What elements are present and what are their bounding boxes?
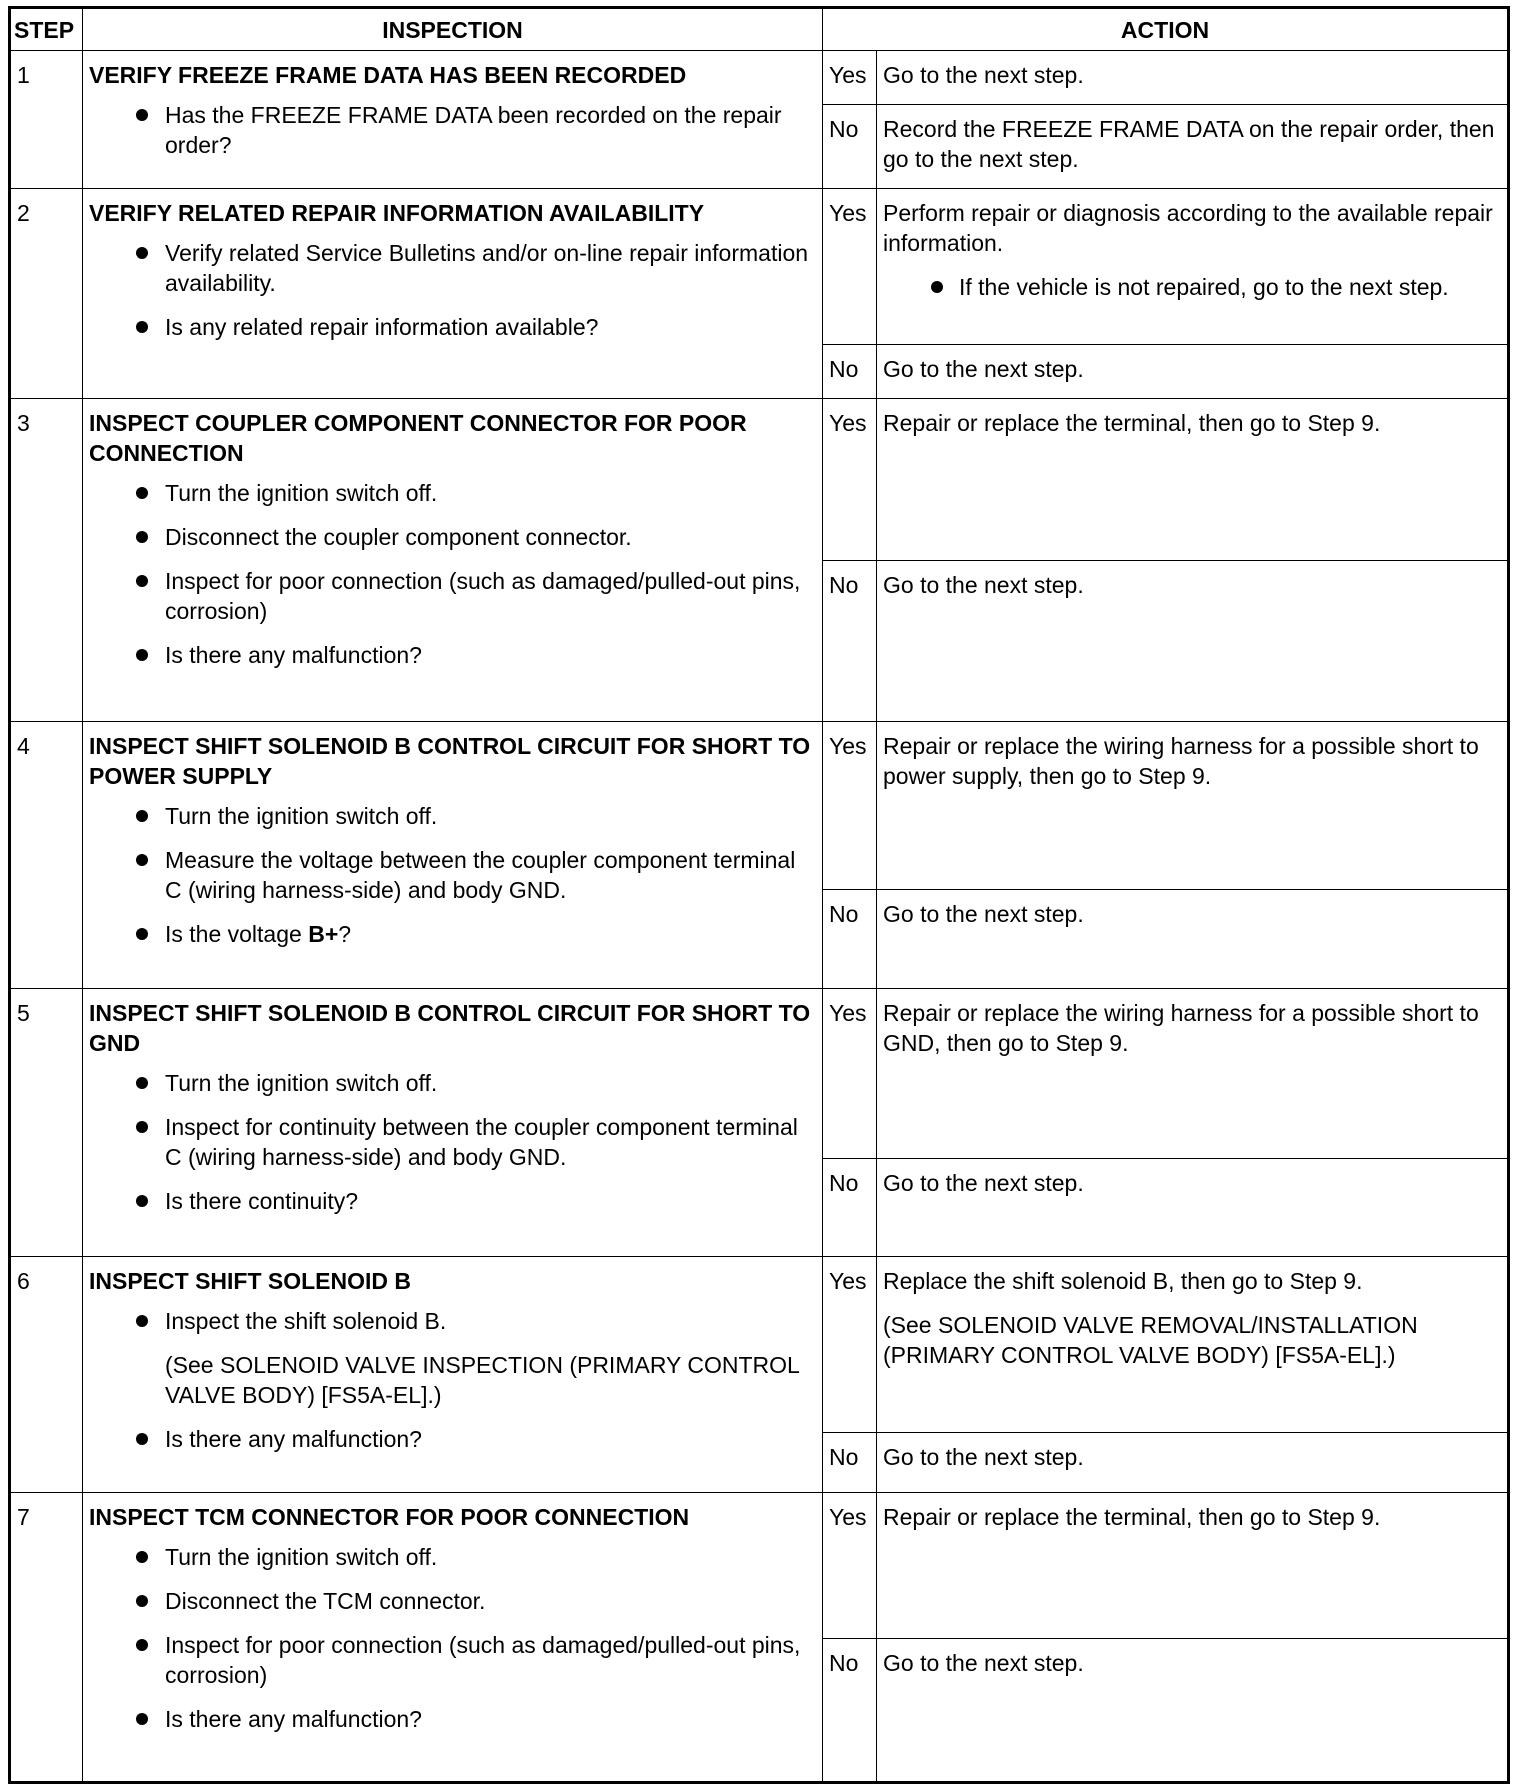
bullet-icon (136, 487, 148, 499)
yes-label: Yes (823, 722, 877, 890)
table-header-row (10, 8, 1509, 51)
step-inspection (83, 1493, 823, 1783)
yes-action: Repair or replace the terminal, then go to Step 9. (877, 399, 1509, 561)
step-inspection (83, 189, 823, 399)
inspection-bullet: Has the FREEZE FRAME DATA been recorded on the repair order? (89, 100, 816, 160)
bullet-icon (136, 1195, 148, 1207)
yes-action: Replace the shift solenoid B, then go to Step 9. (See SOLENOID VALVE REMOVAL/INSTALLATION (PRIMARY CONTROL VALVE BODY) [FS5A-EL].) (877, 1257, 1509, 1433)
yes-label: Yes (823, 1257, 877, 1433)
step-3-yes-row (10, 399, 1509, 561)
bullet-icon (136, 1713, 148, 1725)
yes-label: Yes (823, 189, 877, 345)
yes-action: Repair or replace the wiring harness for a possible short to power supply, then go to Step 9. (877, 722, 1509, 890)
no-label: No (823, 345, 877, 399)
inspection-bullet: Disconnect the TCM connector. (89, 1586, 816, 1616)
inspection-bullet: Is there any malfunction? (89, 1424, 816, 1454)
no-action: Go to the next step. (877, 1433, 1509, 1493)
no-action: Go to the next step. (877, 1159, 1509, 1257)
bullet-icon (136, 575, 148, 587)
step-number: 4 (10, 722, 83, 989)
bullet-icon (136, 1433, 148, 1445)
action-bullet: If the vehicle is not repaired, go to the next step. (883, 272, 1501, 302)
bullet-icon (136, 928, 148, 940)
inspection-bullet: Disconnect the coupler component connector. (89, 522, 816, 552)
action-column-header: ACTION (823, 8, 1509, 51)
step-title: INSPECT COUPLER COMPONENT CONNECTOR FOR POOR CONNECTION (89, 410, 747, 466)
inspection-bullet: Inspect the shift solenoid B. (89, 1306, 816, 1336)
yes-label: Yes (823, 1493, 877, 1639)
no-action: Go to the next step. (877, 1639, 1509, 1783)
step-4-yes-row (10, 722, 1509, 890)
step-1-yes-row (10, 51, 1509, 105)
step-inspection (83, 989, 823, 1257)
step-7-yes-row (10, 1493, 1509, 1639)
no-label: No (823, 105, 877, 189)
bullet-icon (136, 321, 148, 333)
step-inspection (83, 51, 823, 189)
step-2-yes-row (10, 189, 1509, 345)
no-label: No (823, 1639, 877, 1783)
bullet-icon (931, 281, 943, 293)
bullet-icon (136, 1595, 148, 1607)
reference-note: (See SOLENOID VALVE INSPECTION (PRIMARY CONTROL VALVE BODY) [FS5A-EL].) (165, 1352, 799, 1408)
inspection-bullet: Inspect for poor connection (such as damaged/pulled-out pins, corrosion) (89, 1630, 816, 1690)
inspection-bullet: Turn the ignition switch off. (89, 801, 816, 831)
step-number: 2 (10, 189, 83, 399)
bullet-icon (136, 531, 148, 543)
step-5-yes-row (10, 989, 1509, 1159)
step-title: VERIFY RELATED REPAIR INFORMATION AVAILABILITY (89, 200, 705, 226)
diagnostic-procedure-table (8, 6, 1510, 1784)
no-label: No (823, 1433, 877, 1493)
no-label: No (823, 890, 877, 989)
inspection-bullet: Verify related Service Bulletins and/or on-line repair information availability. (89, 238, 816, 298)
no-label: No (823, 561, 877, 722)
inspection-bullet: Is there any malfunction? (89, 1704, 816, 1734)
bullet-icon (136, 109, 148, 121)
step-inspection (83, 722, 823, 989)
inspection-bullet: Inspect for continuity between the coupler component terminal C (wiring harness-side) and body GND. (89, 1112, 816, 1172)
bullet-icon (136, 1639, 148, 1651)
no-action: Go to the next step. (877, 561, 1509, 722)
bullet-icon (136, 1121, 148, 1133)
step-inspection (83, 1257, 823, 1493)
step-title: VERIFY FREEZE FRAME DATA HAS BEEN RECORDED (89, 62, 687, 88)
step-number: 5 (10, 989, 83, 1257)
step-number: 3 (10, 399, 83, 722)
inspection-bullet: Inspect for poor connection (such as damaged/pulled-out pins, corrosion) (89, 566, 816, 626)
yes-action: Repair or replace the terminal, then go to Step 9. (877, 1493, 1509, 1639)
reference-note: (See SOLENOID VALVE REMOVAL/INSTALLATION (PRIMARY CONTROL VALVE BODY) [FS5A-EL].) (883, 1312, 1418, 1368)
no-action: Go to the next step. (877, 345, 1509, 399)
inspection-column-header: INSPECTION (83, 8, 823, 51)
step-title: INSPECT SHIFT SOLENOID B CONTROL CIRCUIT FOR SHORT TO GND (89, 1000, 811, 1056)
bullet-icon (136, 1315, 148, 1327)
step-column-header: STEP (10, 8, 83, 51)
inspection-bullet: Is there any malfunction? (89, 640, 816, 670)
inspection-bullet: Is the voltage B+? (89, 919, 816, 949)
yes-action: Repair or replace the wiring harness for a possible short to GND, then go to Step 9. (877, 989, 1509, 1159)
step-title: INSPECT SHIFT SOLENOID B CONTROL CIRCUIT FOR SHORT TO POWER SUPPLY (89, 733, 811, 789)
no-label: No (823, 1159, 877, 1257)
inspection-bullet: Turn the ignition switch off. (89, 1068, 816, 1098)
no-action: Go to the next step. (877, 890, 1509, 989)
step-number: 6 (10, 1257, 83, 1493)
yes-action: Go to the next step. (877, 51, 1509, 105)
step-number: 1 (10, 51, 83, 189)
yes-label: Yes (823, 51, 877, 105)
bullet-icon (136, 247, 148, 259)
step-title: INSPECT TCM CONNECTOR FOR POOR CONNECTION (89, 1504, 690, 1530)
step-6-yes-row (10, 1257, 1509, 1433)
step-number: 7 (10, 1493, 83, 1783)
bullet-icon (136, 1551, 148, 1563)
inspection-bullet: Is any related repair information available? (89, 312, 816, 342)
bullet-icon (136, 810, 148, 822)
bullet-icon (136, 854, 148, 866)
inspection-bullet: Turn the ignition switch off. (89, 478, 816, 508)
bullet-icon (136, 1077, 148, 1089)
yes-action: Perform repair or diagnosis according to the available repair information. If the vehicle is not repaired, go to the next step. (877, 189, 1509, 345)
yes-label: Yes (823, 989, 877, 1159)
inspection-bullet: Turn the ignition switch off. (89, 1542, 816, 1572)
inspection-bullet: Measure the voltage between the coupler component terminal C (wiring harness-side) and body GND. (89, 845, 816, 905)
step-title: INSPECT SHIFT SOLENOID B (89, 1268, 412, 1294)
no-action: Record the FREEZE FRAME DATA on the repair order, then go to the next step. (877, 105, 1509, 189)
inspection-bullet: Is there continuity? (89, 1186, 816, 1216)
step-inspection (83, 399, 823, 722)
yes-label: Yes (823, 399, 877, 561)
bullet-icon (136, 649, 148, 661)
